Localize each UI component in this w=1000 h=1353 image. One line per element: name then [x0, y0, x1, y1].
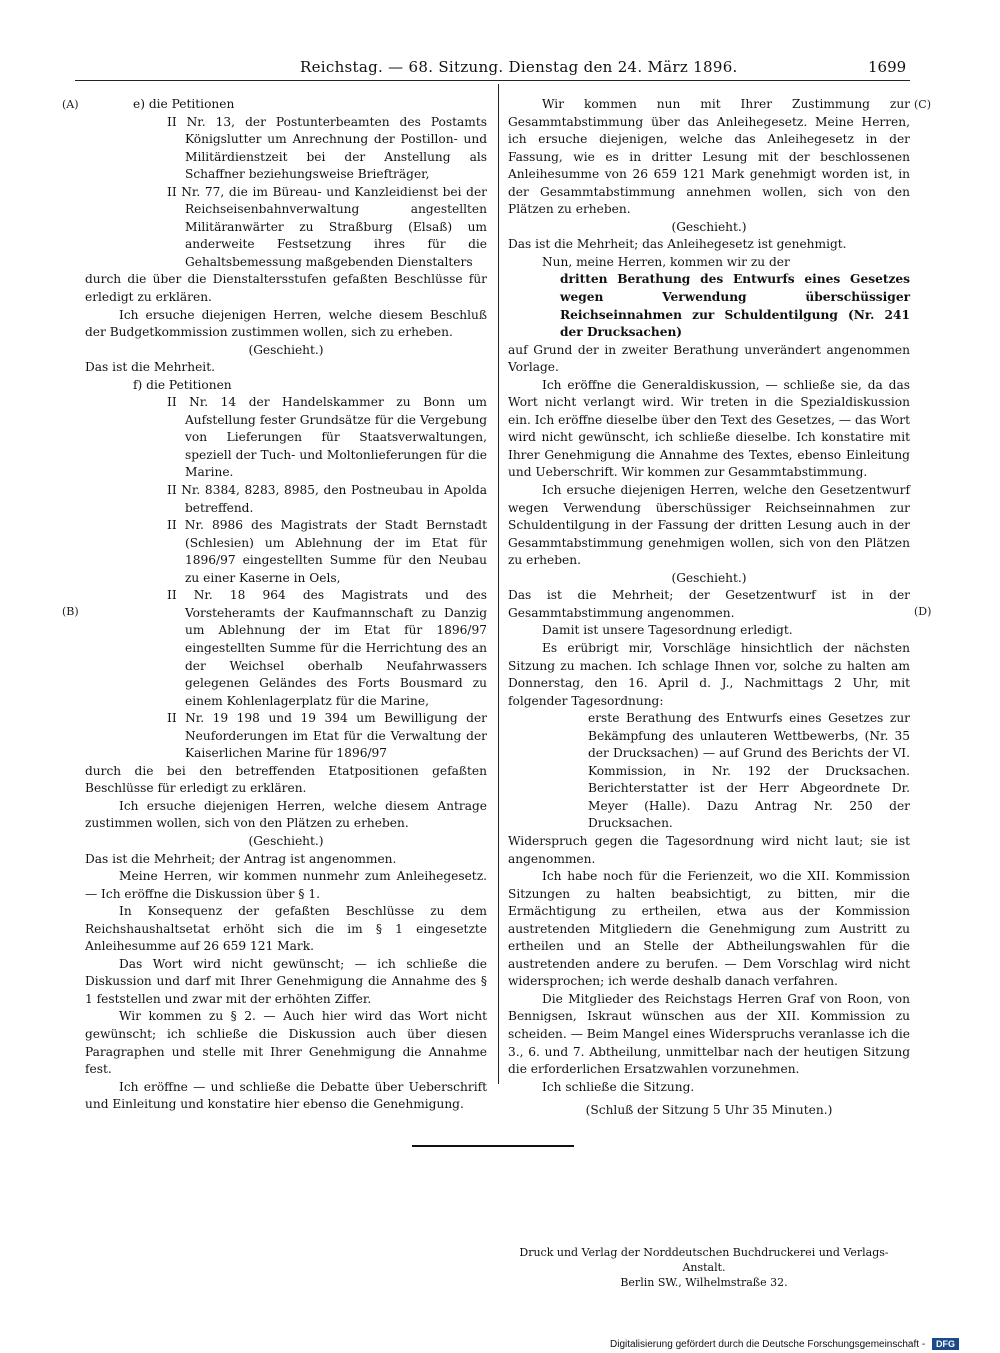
paragraph: Widerspruch gegen die Tagesordnung wird nicht laut; sie ist angenommen. — [508, 833, 910, 866]
stage-direction: (Geschieht.) — [248, 342, 324, 357]
paragraph: Meine Herren, wir kommen nunmehr zum Anleihegesetz. — Ich eröffne die Diskussion über § 1. — [85, 869, 487, 901]
paragraph: Nun, meine Herren, kommen wir zu der — [542, 254, 790, 269]
paragraph: Die Mitglieder des Reichstags Herren Graf von Roon, von Bennigsen, Iskraut wünschen aus der XII. Kommission zu scheiden. — Beim Mangel eines Widerspruchs veranlasse ich die 3., 6. und 7. Abtheilung, unmittelbar nach der heutigen Sitzung die erforderlichen Ersatzwahlen vorzunehmen. — [508, 991, 910, 1077]
margin-letter-a: (A) — [62, 98, 79, 111]
header-rule — [75, 80, 910, 81]
petition-13: II Nr. 13, der Postunterbeamten des Postamts Königslutter um Anrechnung der Postillon- und Militärdienstzeit bei der Anstellung als Schaffner beziehungsweise Briefträger, — [167, 114, 487, 182]
agenda-item: erste Berathung des Entwurfs eines Gesetzes zur Bekämpfung des unlauteren Wettbewerbs, (Nr. 35 der Drucksachen) — auf Grund des Berichts der VI. Kommission, in Nr. 192 der Drucksachen. Berichterstatter ist der Herr Abgeordnete Dr. Meyer (Halle). Dazu Antrag Nr. 250 der Drucksachen. — [588, 711, 910, 831]
paragraph: Ich eröffne — und schließe die Debatte über Ueberschrift und Einleitung und konstatire hier ebenso die Genehmigung. — [85, 1079, 487, 1112]
paragraph: Damit ist unsere Tagesordnung erledigt. — [542, 623, 793, 638]
paragraph: Wir kommen nun mit Ihrer Zustimmung zur Gesammtabstimmung über das Anleihegesetz. Meine Herren, ich ersuche diejenigen, welche das Anleihegesetz in der Fassung, wie es in dritter Lesung mit der beschlossenen Anleihesumme von 26 659 121 Mark genehmigt worden ist, in der Gesammtabstimmung annehmen wollen, sich von den Plätzen zu erheben. — [508, 97, 910, 217]
petition-14: II Nr. 14 der Handelskammer zu Bonn um Aufstellung fester Grundsätze für die Vergebung von Lieferungen für Staatsverwaltungen, speziell der Tuch- und Moltonlieferungen für die Marine. — [167, 395, 487, 480]
imprint-line-2: Berlin SW., Wilhelmstraße 32. — [620, 1276, 788, 1289]
margin-letter-d: (D) — [914, 605, 932, 618]
petition-19198: II Nr. 19 198 und 19 394 um Bewilligung der Neuforderungen im Etat für die Verwaltung der Kaiserlichen Marine für 1896/97 — [167, 711, 487, 761]
paragraph: auf Grund der in zweiter Berathung unverändert angenommen Vorlage. — [508, 342, 910, 375]
agenda-heading-bold: dritten Berathung des Entwurfs eines Gesetzes wegen Verwendung überschüssiger Reichseinnahmen zur Schuldentilgung (Nr. 241 der Drucksachen) — [560, 272, 910, 340]
right-column — [508, 96, 910, 1120]
left-column — [85, 96, 487, 1114]
paragraph: Ich schließe die Sitzung. — [542, 1079, 695, 1094]
dfg-logo: DFG — [932, 1338, 959, 1350]
paragraph: Das ist die Mehrheit; der Antrag ist angenommen. — [85, 851, 397, 866]
paragraph: Das ist die Mehrheit; das Anleihegesetz ist genehmigt. — [508, 237, 847, 252]
stage-direction: (Geschieht.) — [671, 219, 747, 234]
paragraph: Das ist die Mehrheit; der Gesetzentwurf ist in der Gesammtabstimmung angenommen. — [508, 588, 910, 620]
running-header — [0, 58, 1000, 80]
imprint — [500, 1245, 908, 1290]
margin-letter-c: (C) — [914, 98, 931, 111]
paragraph: Wir kommen zu § 2. — Auch hier wird das Wort nicht gewünscht; ich schließe die Diskussion auch über diesen Paragraphen und stelle mit Ihrer Genehmigung die Annahme fest. — [85, 1009, 487, 1077]
digitization-note: Digitalisierung gefördert durch die Deutsche Forschungsgemeinschaft - — [610, 1339, 926, 1350]
paragraph: Es erübrigt mir, Vorschläge hinsichtlich der nächsten Sitzung zu machen. Ich schlage Ihnen vor, solche zu halten am Donnerstag, den 16. April d. J., Nachmittags 2 Uhr, mit folgender Tagesordnung: — [508, 640, 910, 708]
stage-direction: (Geschieht.) — [248, 833, 324, 848]
paragraph: Ich ersuche diejenigen Herren, welche diesem Beschluß der Budgetkommission zustimmen wollen, sich zu erheben. — [85, 307, 487, 340]
petition-8986: II Nr. 8986 des Magistrats der Stadt Bernstadt (Schlesien) um Ablehnung der im Etat für 1896/97 eingestellten Summe für den Neubau zu einer Kaserne in Oels, — [167, 518, 487, 585]
paragraph: Ich ersuche diejenigen Herren, welche den Gesetzentwurf wegen Verwendung überschüssiger Reichseinnahmen zur Schuldentilgung in der Fassung der dritten Lesung auch in der Gesammtabstimmung genehmigen wollen, sich von den Plätzen zu erheben. — [508, 483, 910, 568]
resolution-f: durch die bei den betreffenden Etatpositionen gefaßten Beschlüsse für erledigt zu erklären. — [85, 763, 487, 796]
petition-18964: II Nr. 18 964 des Magistrats und des Vorsteheramts der Kaufmannschaft zu Danzig um Ablehnung der im Etat für 1896/97 eingestellten Summe für die Herrichtung des an der Weichsel oberhalb Neufahrwassers gelegenen Geländes des Forts Bousmard zu einem Kohlenlagerplatz für die Marine, — [167, 588, 487, 708]
imprint-line-1: Druck und Verlag der Norddeutschen Buchdruckerei und Verlags-Anstalt. — [519, 1246, 889, 1274]
stage-direction: (Geschieht.) — [671, 570, 747, 585]
margin-letter-b: (B) — [62, 605, 79, 618]
digitization-footer — [610, 1338, 959, 1350]
paragraph: In Konsequenz der gefaßten Beschlüsse zu dem Reichshaushaltsetat erhöht sich die im § 1 eingesetzte Anleihesumme auf 26 659 121 Mark. — [85, 904, 487, 954]
paragraph: Ich habe noch für die Ferienzeit, wo die XII. Kommission Sitzungen zu halten beabsichtigt, zu bitten, mir die Ermächtigung zu ertheilen, etwa aus der Kommission austretenden Mitgliedern die Genehmigung zum Austritt zu ertheilen und an Stelle der Abtheilungswahlen für die austretenden andere zu berufen. — Dem Vorschlag wird nicht widersprochen; ich werde deshalb danach verfahren. — [508, 869, 910, 989]
page-number: 1699 — [868, 58, 907, 76]
end-rule — [412, 1145, 574, 1147]
paragraph: Das Wort wird nicht gewünscht; — ich schließe die Diskussion und darf mit Ihrer Genehmigung die Annahme des § 1 feststellen und zwar mit der erhöhten Ziffer. — [85, 956, 487, 1006]
column-divider — [498, 84, 499, 1084]
resolution-e: durch die über die Dienstaltersstufen gefaßten Beschlüsse für erledigt zu erklären. — [85, 272, 487, 305]
paragraph: Das ist die Mehrheit. — [85, 360, 215, 375]
item-f-heading: f) die Petitionen — [133, 377, 232, 392]
petition-77: II Nr. 77, die im Büreau- und Kanzleidienst bei der Reichseisenbahnverwaltung angestellten Militäranwärter zu Straßburg (Elsaß) um anderweite Festsetzung ihres für die Gehaltsbemessung maßgebenden Dienstalters — [167, 184, 487, 269]
running-title: Reichstag. — 68. Sitzung. Dienstag den 24. März 1896. — [300, 58, 738, 76]
session-close: (Schluß der Sitzung 5 Uhr 35 Minuten.) — [585, 1103, 833, 1118]
paragraph: Ich eröffne die Generaldiskussion, — schließe sie, da das Wort nicht verlangt wird. Wir treten in die Spezialdiskussion ein. Ich eröffne dieselbe über den Text des Gesetzes, — das Wort wird nicht gewünscht, ich schließe dieselbe. Ich konstatire mit Ihrer Genehmigung die Annahme des Textes, ebenso Einleitung und Ueberschrift. Wir kommen zur Gesammtabstimmung. — [508, 377, 910, 480]
item-e-heading: e) die Petitionen — [133, 97, 235, 111]
paragraph: Ich ersuche diejenigen Herren, welche diesem Antrage zustimmen wollen, sich von den Plätzen zu erheben. — [85, 798, 487, 831]
petition-8384: II Nr. 8384, 8283, 8985, den Postneubau in Apolda betreffend. — [167, 483, 487, 515]
